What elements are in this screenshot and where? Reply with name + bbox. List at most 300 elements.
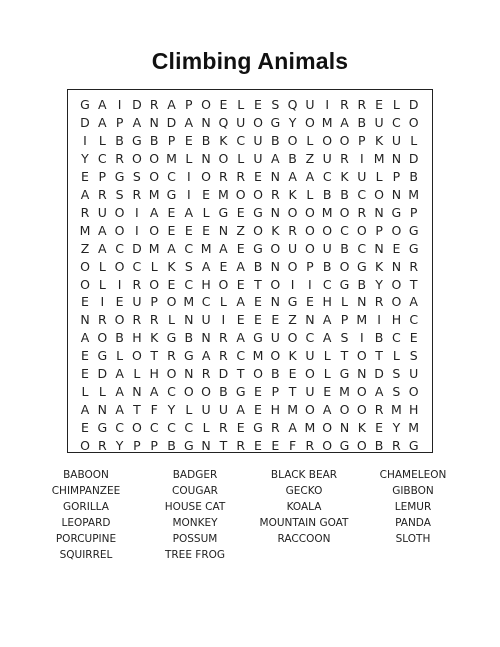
grid-letter: O — [97, 330, 108, 346]
grid-letter: M — [183, 294, 195, 310]
word-list-item: MONKEY — [172, 516, 218, 529]
grid-letter: G — [253, 204, 263, 220]
grid-letter: U — [288, 240, 298, 256]
grid-letter: L — [185, 402, 193, 418]
grid-letter: Y — [288, 114, 297, 130]
grid-letter: E — [115, 294, 124, 310]
grid-letter: N — [80, 312, 90, 328]
grid-letter: N — [201, 150, 211, 166]
grid-letter: A — [184, 114, 194, 130]
grid-letter: B — [219, 384, 228, 400]
grid-letter: B — [374, 438, 384, 454]
grid-letter: R — [132, 186, 142, 202]
grid-letter: D — [166, 114, 177, 130]
grid-letter: O — [322, 222, 333, 238]
grid-letter: O — [166, 294, 177, 310]
grid-letter: E — [81, 294, 89, 310]
grid-letter: O — [304, 222, 315, 238]
grid-letter: B — [167, 438, 176, 454]
grid-letter: R — [305, 438, 315, 454]
grid-letter: E — [254, 312, 262, 328]
grid-letter: Z — [80, 240, 90, 256]
grid-row — [68, 311, 432, 329]
grid-letter: R — [409, 258, 419, 274]
grid-letter: K — [357, 420, 366, 436]
grid-letter: O — [322, 438, 333, 454]
grid-letter: C — [322, 276, 332, 292]
grid-letter: T — [236, 366, 245, 382]
word-list-item: LEOPARD — [61, 516, 111, 529]
grid-row — [68, 258, 432, 276]
grid-letter: E — [167, 276, 176, 292]
grid-letter: P — [271, 384, 280, 400]
grid-letter: R — [219, 348, 228, 364]
grid-letter: G — [253, 240, 263, 256]
grid-row — [68, 204, 432, 222]
grid-letter: E — [409, 330, 418, 346]
grid-letter: L — [98, 258, 106, 274]
grid-row — [68, 186, 432, 204]
grid-letter: A — [340, 114, 349, 130]
grid-letter: O — [218, 276, 229, 292]
grid-letter: N — [357, 294, 367, 310]
grid-letter: E — [254, 438, 262, 454]
grid-letter: E — [236, 204, 245, 220]
word-list-item: PANDA — [395, 516, 431, 529]
grid-letter: O — [270, 240, 281, 256]
grid-row — [68, 419, 432, 437]
grid-letter: E — [254, 97, 262, 112]
grid-letter: A — [409, 294, 418, 310]
grid-letter: P — [115, 114, 124, 130]
grid-letter: O — [356, 348, 367, 364]
grid-letter: N — [391, 258, 402, 274]
word-list-item: RACCOON — [277, 532, 331, 545]
grid-letter: U — [97, 204, 107, 220]
grid-letter: N — [132, 384, 142, 400]
grid-letter: K — [167, 258, 176, 274]
grid-letter: S — [115, 186, 124, 202]
grid-letter: A — [236, 402, 245, 418]
word-list-item: CHAMELEON — [379, 469, 447, 481]
grid-letter: D — [218, 366, 229, 382]
grid-letter: S — [132, 168, 141, 184]
grid-letter: R — [219, 330, 228, 346]
grid-letter: A — [98, 114, 107, 130]
grid-letter: E — [305, 294, 314, 310]
grid-letter: I — [117, 97, 122, 112]
grid-letter: C — [115, 420, 124, 436]
grid-letter: L — [168, 312, 175, 328]
grid-letter: I — [186, 168, 191, 184]
grid-letter: I — [117, 276, 122, 292]
grid-row — [68, 383, 432, 401]
grid-letter: O — [149, 168, 160, 184]
grid-letter: G — [408, 222, 419, 238]
grid-letter: G — [253, 420, 263, 436]
grid-letter: O — [253, 366, 263, 382]
word-list-item: GIBBON — [392, 484, 434, 497]
grid-letter: B — [322, 258, 332, 274]
grid-letter: O — [304, 240, 315, 256]
grid-letter: L — [202, 420, 210, 436]
grid-letter: L — [341, 294, 348, 310]
grid-letter: L — [202, 204, 210, 220]
grid-letter: A — [236, 330, 245, 346]
grid-letter: B — [271, 366, 280, 382]
grid-letter: N — [270, 294, 280, 310]
grid-letter: O — [391, 276, 402, 292]
grid-letter: E — [167, 222, 176, 238]
grid-letter: E — [81, 168, 89, 184]
grid-letter: P — [358, 132, 366, 148]
grid-letter: A — [288, 168, 297, 184]
grid-letter: N — [201, 330, 211, 346]
grid-letter: O — [253, 114, 263, 130]
grid-letter: C — [201, 294, 211, 310]
grid-letter: U — [409, 366, 419, 382]
grid-letter: A — [98, 97, 107, 112]
grid-letter: U — [253, 150, 263, 166]
grid-letter: K — [150, 330, 159, 346]
grid-letter: U — [253, 132, 263, 148]
grid-letter: U — [322, 150, 332, 166]
grid-letter: G — [339, 276, 350, 292]
grid-letter: G — [166, 186, 177, 202]
grid-letter: U — [132, 294, 142, 310]
grid-letter: L — [98, 384, 106, 400]
grid-letter: R — [97, 438, 107, 454]
grid-row — [68, 150, 432, 168]
grid-letter: A — [201, 258, 211, 274]
grid-letter: F — [288, 438, 297, 454]
grid-letter: I — [83, 132, 87, 148]
grid-letter: L — [150, 258, 158, 274]
grid-letter: F — [150, 402, 158, 418]
grid-letter: O — [270, 348, 281, 364]
grid-letter: M — [148, 240, 160, 256]
grid-letter: I — [135, 222, 139, 238]
grid-letter: M — [356, 312, 368, 328]
grid-letter: S — [392, 366, 401, 382]
grid-letter: R — [236, 168, 246, 184]
grid-letter: E — [219, 97, 228, 112]
grid-letter: O — [80, 276, 90, 292]
grid-letter: G — [114, 168, 125, 184]
grid-letter: C — [115, 240, 124, 256]
grid-letter: R — [167, 348, 176, 364]
grid-letter: L — [306, 132, 314, 148]
grid-letter: K — [219, 132, 228, 148]
grid-letter: P — [167, 132, 176, 148]
grid-letter: A — [201, 348, 211, 364]
grid-letter: E — [236, 312, 245, 328]
grid-letter: Q — [287, 97, 298, 112]
word-list-item: PORCUPINE — [55, 532, 117, 545]
grid-letter: O — [114, 258, 125, 274]
grid-letter: R — [392, 438, 401, 454]
grid-letter: N — [391, 150, 402, 166]
grid-letter: O — [270, 276, 281, 292]
grid-row — [68, 168, 432, 186]
grid-letter: O — [149, 150, 160, 166]
grid-letter: O — [114, 222, 125, 238]
word-list-item: MOUNTAIN GOAT — [259, 516, 349, 529]
grid-letter: G — [391, 204, 402, 220]
grid-letter: E — [271, 438, 280, 454]
grid-letter: C — [357, 240, 367, 256]
grid-letter: G — [183, 438, 194, 454]
grid-letter: N — [149, 114, 159, 130]
grid-letter: C — [184, 420, 194, 436]
grid-row — [68, 132, 432, 150]
grid-letter: R — [288, 222, 297, 238]
grid-letter: L — [392, 348, 400, 364]
grid-letter: N — [184, 312, 194, 328]
word-list-item: TREE FROG — [164, 548, 226, 561]
grid-letter: G — [97, 348, 108, 364]
grid-letter: C — [149, 420, 159, 436]
grid-letter: P — [133, 438, 141, 454]
grid-letter: R — [97, 186, 107, 202]
word-list-item: BADGER — [172, 469, 218, 481]
grid-letter: E — [254, 294, 262, 310]
grid-letter: P — [185, 97, 193, 112]
grid-letter: O — [408, 384, 419, 400]
grid-letter: M — [339, 384, 350, 400]
grid-letter: C — [184, 240, 194, 256]
grid-letter: B — [340, 240, 349, 256]
grid-letter: N — [305, 312, 315, 328]
grid-letter: O — [391, 294, 402, 310]
grid-letter: Y — [115, 438, 124, 454]
grid-letter: M — [148, 186, 160, 202]
grid-letter: E — [254, 402, 262, 418]
grid-letter: M — [166, 150, 177, 166]
grid-letter: G — [132, 132, 142, 148]
word-list-item: COUGAR — [172, 484, 218, 497]
grid-letter: K — [271, 222, 280, 238]
grid-letter: M — [408, 420, 420, 436]
grid-letter: A — [98, 240, 107, 256]
grid-letter: O — [183, 384, 194, 400]
grid-letter: E — [392, 240, 401, 256]
grid-letter: L — [133, 366, 141, 382]
grid-letter: A — [374, 384, 384, 400]
grid-letter: K — [374, 258, 384, 274]
grid-letter: M — [408, 186, 420, 202]
grid-letter: M — [373, 150, 385, 166]
grid-letter: M — [217, 186, 229, 202]
grid-letter: B — [184, 330, 194, 346]
grid-letter: E — [184, 222, 193, 238]
grid-letter: G — [287, 294, 298, 310]
grid-letter: B — [201, 132, 211, 148]
grid-letter: T — [340, 348, 349, 364]
word-search-grid — [67, 89, 433, 453]
grid-row — [68, 329, 432, 347]
grid-letter: D — [374, 366, 384, 382]
grid-letter: U — [374, 114, 384, 130]
grid-letter: A — [322, 330, 332, 346]
grid-letter: E — [254, 384, 262, 400]
grid-letter: O — [287, 204, 298, 220]
grid-letter: L — [410, 132, 418, 148]
grid-letter: R — [97, 312, 107, 328]
grid-letter: I — [308, 276, 312, 292]
grid-letter: N — [218, 222, 229, 238]
grid-letter: E — [323, 384, 332, 400]
grid-letter: E — [236, 240, 245, 256]
word-list-item: GECKO — [285, 484, 323, 497]
grid-letter: O — [339, 132, 350, 148]
grid-letter: G — [183, 348, 194, 364]
grid-letter: O — [391, 222, 402, 238]
grid-letter: H — [408, 402, 419, 418]
grid-letter: E — [81, 366, 89, 382]
grid-letter: Z — [305, 150, 315, 166]
grid-letter: O — [166, 366, 177, 382]
grid-letter: H — [270, 402, 280, 418]
grid-letter: L — [237, 150, 245, 166]
grid-letter: M — [390, 402, 402, 418]
grid-letter: N — [270, 168, 280, 184]
grid-letter: M — [304, 420, 316, 436]
grid-letter: C — [409, 312, 419, 328]
grid-letter: P — [409, 204, 418, 220]
grid-letter: U — [270, 330, 280, 346]
grid-letter: N — [201, 114, 211, 130]
grid-letter: B — [340, 186, 349, 202]
grid-letter: A — [288, 420, 297, 436]
grid-letter: R — [149, 312, 159, 328]
grid-letter: B — [271, 132, 280, 148]
grid-letter: E — [184, 132, 193, 148]
grid-letter: G — [80, 97, 90, 112]
grid-letter: A — [167, 240, 176, 256]
grid-letter: Q — [218, 114, 229, 130]
grid-letter: E — [167, 204, 176, 220]
grid-letter: A — [322, 312, 332, 328]
grid-letter: B — [357, 114, 367, 130]
grid-letter: I — [221, 312, 226, 328]
word-list-item: POSSUM — [172, 532, 218, 545]
grid-letter: A — [149, 384, 159, 400]
grid-letter: U — [236, 114, 246, 130]
grid-letter: Z — [236, 222, 245, 238]
grid-letter: S — [392, 384, 401, 400]
grid-letter: A — [80, 330, 90, 346]
grid-letter: L — [98, 276, 106, 292]
grid-letter: A — [236, 258, 245, 274]
grid-letter: U — [322, 240, 332, 256]
grid-row — [68, 401, 432, 419]
grid-letter: D — [132, 240, 142, 256]
grid-letter: O — [201, 168, 212, 184]
grid-letter: C — [167, 168, 176, 184]
grid-row — [68, 365, 432, 383]
grid-letter: I — [359, 330, 364, 346]
grid-letter: R — [374, 294, 384, 310]
grid-letter: L — [81, 384, 89, 400]
word-list-item: KOALA — [286, 500, 322, 513]
grid-letter: U — [305, 348, 315, 364]
grid-letter: C — [167, 384, 176, 400]
grid-letter: D — [80, 114, 90, 130]
grid-letter: R — [132, 276, 142, 292]
grid-letter: G — [97, 420, 108, 436]
page-title: Climbing Animals — [151, 48, 349, 74]
grid-letter: A — [132, 114, 142, 130]
grid-letter: O — [287, 132, 298, 148]
grid-letter: O — [114, 312, 125, 328]
grid-letter: G — [339, 438, 350, 454]
grid-letter: K — [288, 186, 297, 202]
grid-row — [68, 437, 432, 455]
grid-letter: N — [270, 258, 280, 274]
grid-letter: C — [392, 330, 401, 346]
grid-letter: E — [219, 258, 228, 274]
grid-letter: O — [253, 222, 263, 238]
grid-letter: D — [132, 97, 142, 112]
grid-letter: M — [321, 204, 333, 220]
grid-letter: U — [357, 168, 367, 184]
grid-letter: A — [219, 240, 228, 256]
grid-letter: B — [253, 258, 263, 274]
grid-letter: P — [340, 312, 349, 328]
grid-letter: L — [392, 97, 400, 112]
grid-letter: O — [287, 330, 298, 346]
grid-letter: R — [219, 168, 228, 184]
grid-letter: A — [115, 402, 124, 418]
word-list-item: LEMUR — [394, 500, 432, 513]
grid-letter: E — [81, 420, 89, 436]
grid-letter: A — [98, 222, 107, 238]
grid-letter: O — [149, 222, 160, 238]
grid-letter: R — [270, 186, 280, 202]
grid-letter: R — [236, 438, 246, 454]
grid-row — [68, 347, 432, 365]
grid-letter: B — [374, 330, 384, 346]
grid-letter: O — [131, 348, 142, 364]
grid-letter: R — [132, 312, 142, 328]
grid-letter: O — [304, 114, 315, 130]
grid-letter: K — [374, 132, 384, 148]
grid-letter: O — [408, 114, 419, 130]
grid-letter: G — [218, 204, 229, 220]
grid-letter: N — [339, 420, 350, 436]
grid-letter: N — [374, 204, 384, 220]
grid-letter: G — [356, 258, 367, 274]
grid-letter: T — [254, 276, 262, 292]
grid-letter: I — [359, 150, 364, 166]
grid-letter: B — [288, 150, 297, 166]
grid-letter: Z — [288, 312, 297, 328]
grid-letter: E — [202, 222, 211, 238]
grid-letter: G — [408, 240, 419, 256]
grid-letter: G — [408, 438, 419, 454]
grid-letter: P — [150, 438, 158, 454]
word-list-item: SLOTH — [395, 532, 431, 545]
grid-letter: R — [357, 204, 367, 220]
grid-letter: I — [100, 294, 105, 310]
grid-letter: P — [392, 168, 401, 184]
grid-letter: E — [236, 420, 245, 436]
grid-letter: D — [97, 366, 108, 382]
grid-letter: R — [149, 97, 159, 112]
grid-letter: C — [132, 258, 142, 274]
grid-letter: O — [131, 420, 142, 436]
